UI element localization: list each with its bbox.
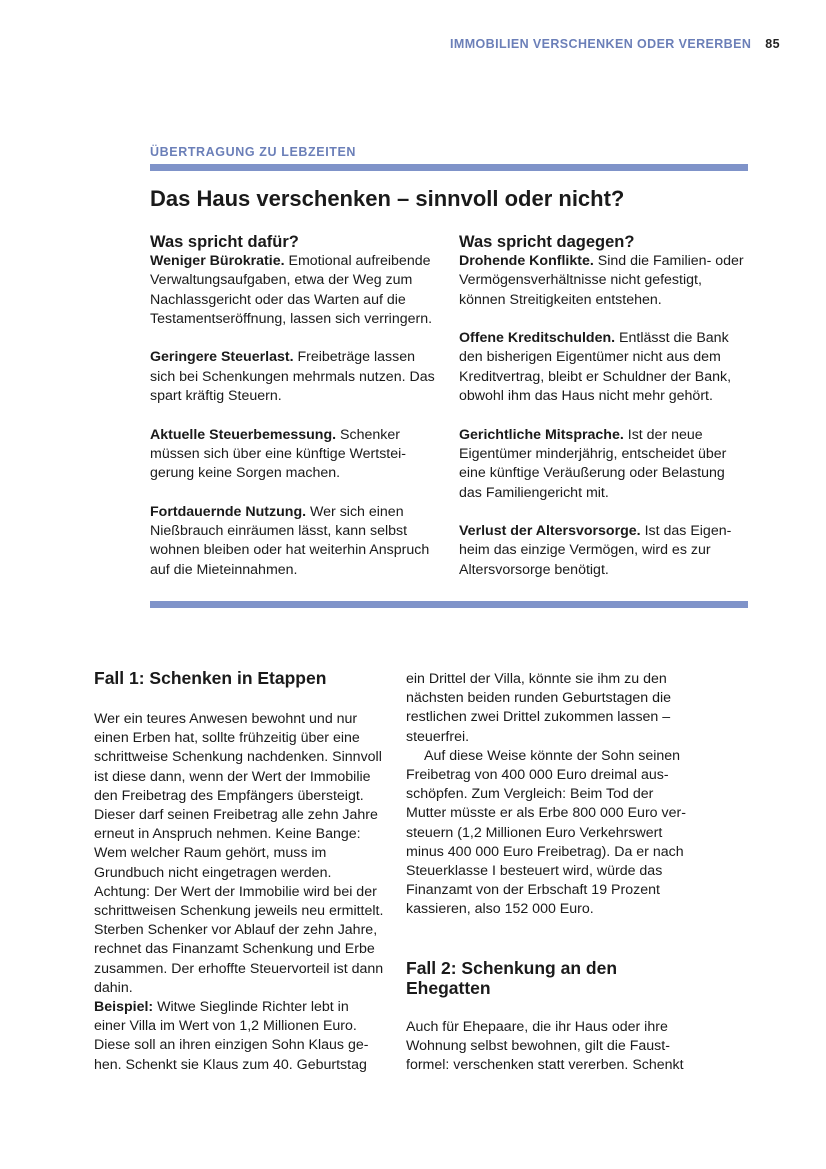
pro-item [150,503,442,580]
fall2-heading: Fall 2: Schenkung an den Ehegatten [406,957,618,998]
pro-item [150,348,442,406]
contra-item [459,252,751,310]
box-rule-bottom [150,601,748,608]
example-label: Beispiel: [94,999,154,1016]
pro-item-text: Schenker müssen sich über eine künftige Wertsteigerung keine Sorgen machen. [150,426,407,482]
contra-item-text: Ist der neue Eigentümer minderjährig, entscheidet über eine künftige Veräußerung oder Belastung das Familiengericht mit. [459,426,727,501]
fall2-paragraph: Auch für Ehepaare, die ihr Haus oder ihre Wohnung selbst bewohnen, gilt die Faustformel: verschenken statt vererben. Schenkt [406,1018,684,1074]
pro-item-term: Geringere Steuerlast. [150,349,294,366]
pro-item-text: Wer sich einen Nießbrauch einräumen lässt, kann selbst wohnen bleiben oder hat weiterhin Anspruch auf die Mieteinnahmen. [150,503,430,578]
fall1-heading: Fall 1: Schenken in Etappen [94,668,327,688]
contra-item [459,329,751,406]
contra-column [459,233,751,580]
running-title: IMMOBILIEN VERSCHENKEN ODER VERERBEN [450,37,752,51]
contra-item-term: Verlust der Altersvorsorge. [459,523,641,540]
contra-item-text: Ist das Eigenheim das einzige Vermögen, wird es zur Altersvorsorge benötigt. [459,523,732,578]
pro-item [150,252,442,329]
pro-item-term: Weniger Bürokratie. [150,253,285,269]
box-title: Das Haus verschenken – sinnvoll oder nicht? [150,186,625,211]
pro-item-term: Aktuelle Steuerbemessung. [150,426,337,443]
box-rule-top [150,164,748,171]
pro-column [150,233,442,580]
running-head [450,37,780,51]
box-columns [150,233,748,587]
contra-item [459,522,751,580]
fall1-paragraph: Wer ein teures Anwesen bewohnt und nur einen Erben hat, sollte frühzeitig über eine schrittweise Schenkung nachdenken. Sinnvoll ist diese dann, wenn der Wert der Immobilie den Freibetrag des Empfängers übersteigt. Dieser darf seinen Freibetrag alle zehn Jahre erneut in Anspruch nehmen. Keine Bange: Wem welcher Raum gehört, muss im Grundbuch nicht eingetragen werden. Achtung: Der Wert der Immobilie wird bei der schrittweisen Schenkung jeweils neu ermittelt. Sterben Schenker vor Ablauf der zehn Jahre, rechnet das Finanzamt Schenkung und Erbe zusammen. Der erhoffte Steuervorteil ist dann dahin. [94,711,384,996]
fall1-example [94,998,384,1075]
body-column-left [94,668,384,1075]
pro-item-text: Emotional aufreibende Verwaltungsaufgaben, etwa der Weg zum Nachlassgericht oder das Warten auf die Testamentseröffnung, lassen sich verringern. [150,253,433,327]
fall1-paragraph-2: Auf diese Weise könnte der Sohn seinen Freibetrag von 400 000 Euro dreimal ausschöpfen. Zum Vergleich: Beim Tod der Mutter müsste er als Erbe 800 000 Euro versteuern (1,2 Millionen Euro Verkehrswert minus 400 000 Euro Freibetrag). Da er nach Steuerklasse I besteuert wird, würde das Finanzamt von der Erbschaft 19 Prozent kassieren, also 152 000 Euro. [406,747,686,918]
contra-item-term: Offene Kreditschulden. [459,330,616,347]
box-kicker: ÜBERTRAGUNG ZU LEBZEITEN [150,145,357,159]
page-number: 85 [765,37,780,51]
contra-item-term: Drohende Konflikte. [459,253,594,269]
contra-item-term: Gerichtliche Mitsprache. [459,426,624,443]
pro-item [150,426,442,484]
pro-item-text: Freibeträge lassen sich bei Schenkungen mehrmals nutzen. Das spart kräftig Steuern. [150,349,435,405]
contra-item-text: Entlässt die Bank den bisherigen Eigentümer nicht aus dem Kreditvertrag, bleibt er Schuldner der Bank, obwohl ihm das Haus nicht mehr gehört. [459,330,732,405]
body-column-right [406,670,696,1075]
fall1-continued: ein Drittel der Villa, könnte sie ihm zu den nächsten beiden runden Geburtstagen die restlichen zwei Drittel zukommen lassen – steuerfrei. [406,671,672,745]
contra-heading: Was spricht dagegen? [459,233,635,251]
pro-item-term: Fortdauernde Nutzung. [150,503,307,520]
info-box [150,145,748,587]
example-text: Witwe Sieglinde Richter lebt in einer Villa im Wert von 1,2 Millionen Euro. Diese soll an ihren einzigen Sohn Klaus gehen. Schenkt sie Klaus zum 40. Geburtstag [94,999,369,1073]
pro-heading: Was spricht dafür? [150,233,299,251]
contra-item [459,426,751,503]
contra-item-text: Sind die Familien- oder Vermögensverhältnisse nicht gefestigt, können Streitigkeiten entstehen. [459,253,744,308]
